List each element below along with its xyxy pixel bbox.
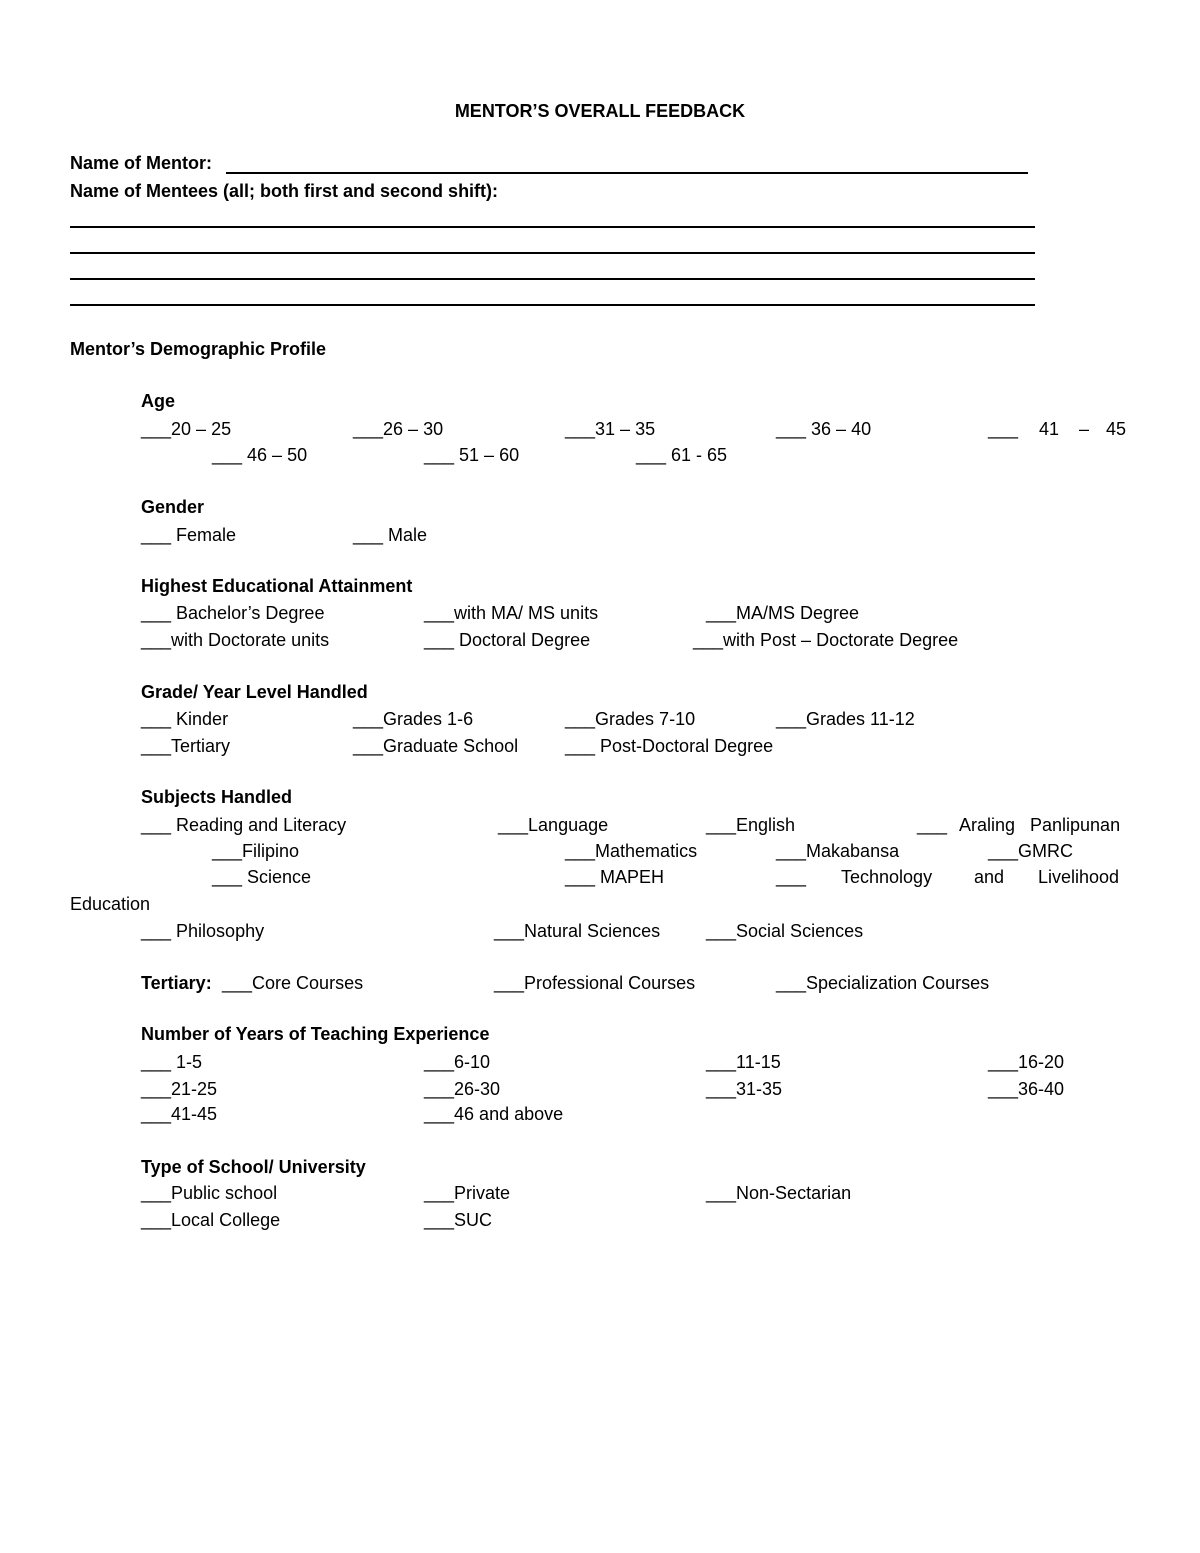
education-option: ___MA/MS Degree — [706, 603, 860, 623]
subject-option: Technology — [841, 867, 933, 887]
experience-option: ___26-30 — [424, 1079, 501, 1099]
experience-option: ___41-45 — [141, 1104, 218, 1124]
school-type-option: ___SUC — [424, 1210, 493, 1230]
subject-option: and — [974, 867, 1005, 887]
age-option: ___ 51 – 60 — [424, 445, 520, 465]
subject-option: ___ Science — [212, 867, 312, 887]
experience-option: ___16-20 — [988, 1052, 1065, 1072]
mentees-line-4 — [70, 304, 1035, 306]
grade-level-heading: Grade/ Year Level Handled — [141, 682, 368, 702]
experience-option: ___11-15 — [706, 1052, 781, 1072]
experience-heading: Number of Years of Teaching Experience — [141, 1024, 490, 1044]
subject-option: ___ — [776, 867, 807, 887]
subject-option: Education — [70, 894, 151, 914]
gender-option: ___ Male — [353, 525, 428, 545]
experience-option: ___21-25 — [141, 1079, 218, 1099]
page-title: MENTOR’S OVERALL FEEDBACK — [454, 101, 746, 121]
education-option: ___with MA/ MS units — [424, 603, 599, 623]
age-option: ___20 – 25 — [141, 419, 232, 439]
education-option: ___ Bachelor’s Degree — [141, 603, 325, 623]
age-option: ___31 – 35 — [565, 419, 656, 439]
subject-option: ___ — [917, 815, 948, 835]
education-option: ___ Doctoral Degree — [424, 630, 591, 650]
age-option: ___26 – 30 — [353, 419, 444, 439]
subjects-heading: Subjects Handled — [141, 787, 293, 807]
subject-option: Panlipunan — [1030, 815, 1121, 835]
grade-level-option: ___ Kinder — [141, 709, 229, 729]
grade-level-option: ___Grades 11-12 — [776, 709, 915, 729]
subject-option: ___Social Sciences — [706, 921, 864, 941]
subject-option: ___Makabansa — [776, 841, 900, 861]
age-option: 41 — [1039, 419, 1060, 439]
school-type-option: ___Local College — [141, 1210, 281, 1230]
age-option: – — [1079, 419, 1090, 439]
experience-option: ___46 and above — [424, 1104, 564, 1124]
subject-option: ___Natural Sciences — [494, 921, 661, 941]
age-option: ___ 61 - 65 — [636, 445, 728, 465]
demographic-heading: Mentor’s Demographic Profile — [70, 339, 327, 359]
experience-option: ___ 1-5 — [141, 1052, 203, 1072]
name-of-mentor-line — [226, 172, 1028, 174]
school-type-option: ___Private — [424, 1183, 511, 1203]
experience-option: ___36-40 — [988, 1079, 1065, 1099]
education-option: ___with Post – Doctorate Degree — [693, 630, 959, 650]
age-option: ___ 46 – 50 — [212, 445, 308, 465]
mentees-line-1 — [70, 226, 1035, 228]
school-type-option: ___Non-Sectarian — [706, 1183, 852, 1203]
name-of-mentees-label: Name of Mentees (all; both first and second shift): — [70, 181, 499, 201]
subject-option: ___Mathematics — [565, 841, 698, 861]
subject-option: Araling — [959, 815, 1016, 835]
grade-level-option: ___ Post-Doctoral Degree — [565, 736, 774, 756]
subject-option: ___GMRC — [988, 841, 1074, 861]
school-type-heading: Type of School/ University — [141, 1157, 366, 1177]
school-type-option: ___Public school — [141, 1183, 278, 1203]
age-heading: Age — [141, 391, 176, 411]
subject-option: ___English — [706, 815, 796, 835]
tertiary-option: ___Professional Courses — [494, 973, 696, 993]
age-option: ___ — [988, 419, 1019, 439]
grade-level-option: ___Tertiary — [141, 736, 231, 756]
age-option: ___ 36 – 40 — [776, 419, 872, 439]
name-of-mentor-label: Name of Mentor: — [70, 153, 213, 173]
tertiary-label: Tertiary: — [141, 973, 212, 993]
tertiary-option: ___Core Courses — [222, 973, 364, 993]
gender-option: ___ Female — [141, 525, 237, 545]
subject-option: ___ MAPEH — [565, 867, 665, 887]
education-heading: Highest Educational Attainment — [141, 576, 413, 596]
age-option: 45 — [1106, 419, 1127, 439]
gender-heading: Gender — [141, 497, 205, 517]
experience-option: ___31-35 — [706, 1079, 783, 1099]
subject-option: ___ Reading and Literacy — [141, 815, 347, 835]
subject-option: Livelihood — [1038, 867, 1120, 887]
grade-level-option: ___Grades 7-10 — [565, 709, 696, 729]
mentees-line-3 — [70, 278, 1035, 280]
subject-option: ___Filipino — [212, 841, 300, 861]
grade-level-option: ___Grades 1-6 — [353, 709, 474, 729]
subject-option: ___ Philosophy — [141, 921, 265, 941]
tertiary-option: ___Specialization Courses — [776, 973, 990, 993]
education-option: ___with Doctorate units — [141, 630, 330, 650]
mentees-line-2 — [70, 252, 1035, 254]
experience-option: ___6-10 — [424, 1052, 491, 1072]
grade-level-option: ___Graduate School — [353, 736, 519, 756]
subject-option: ___Language — [498, 815, 609, 835]
